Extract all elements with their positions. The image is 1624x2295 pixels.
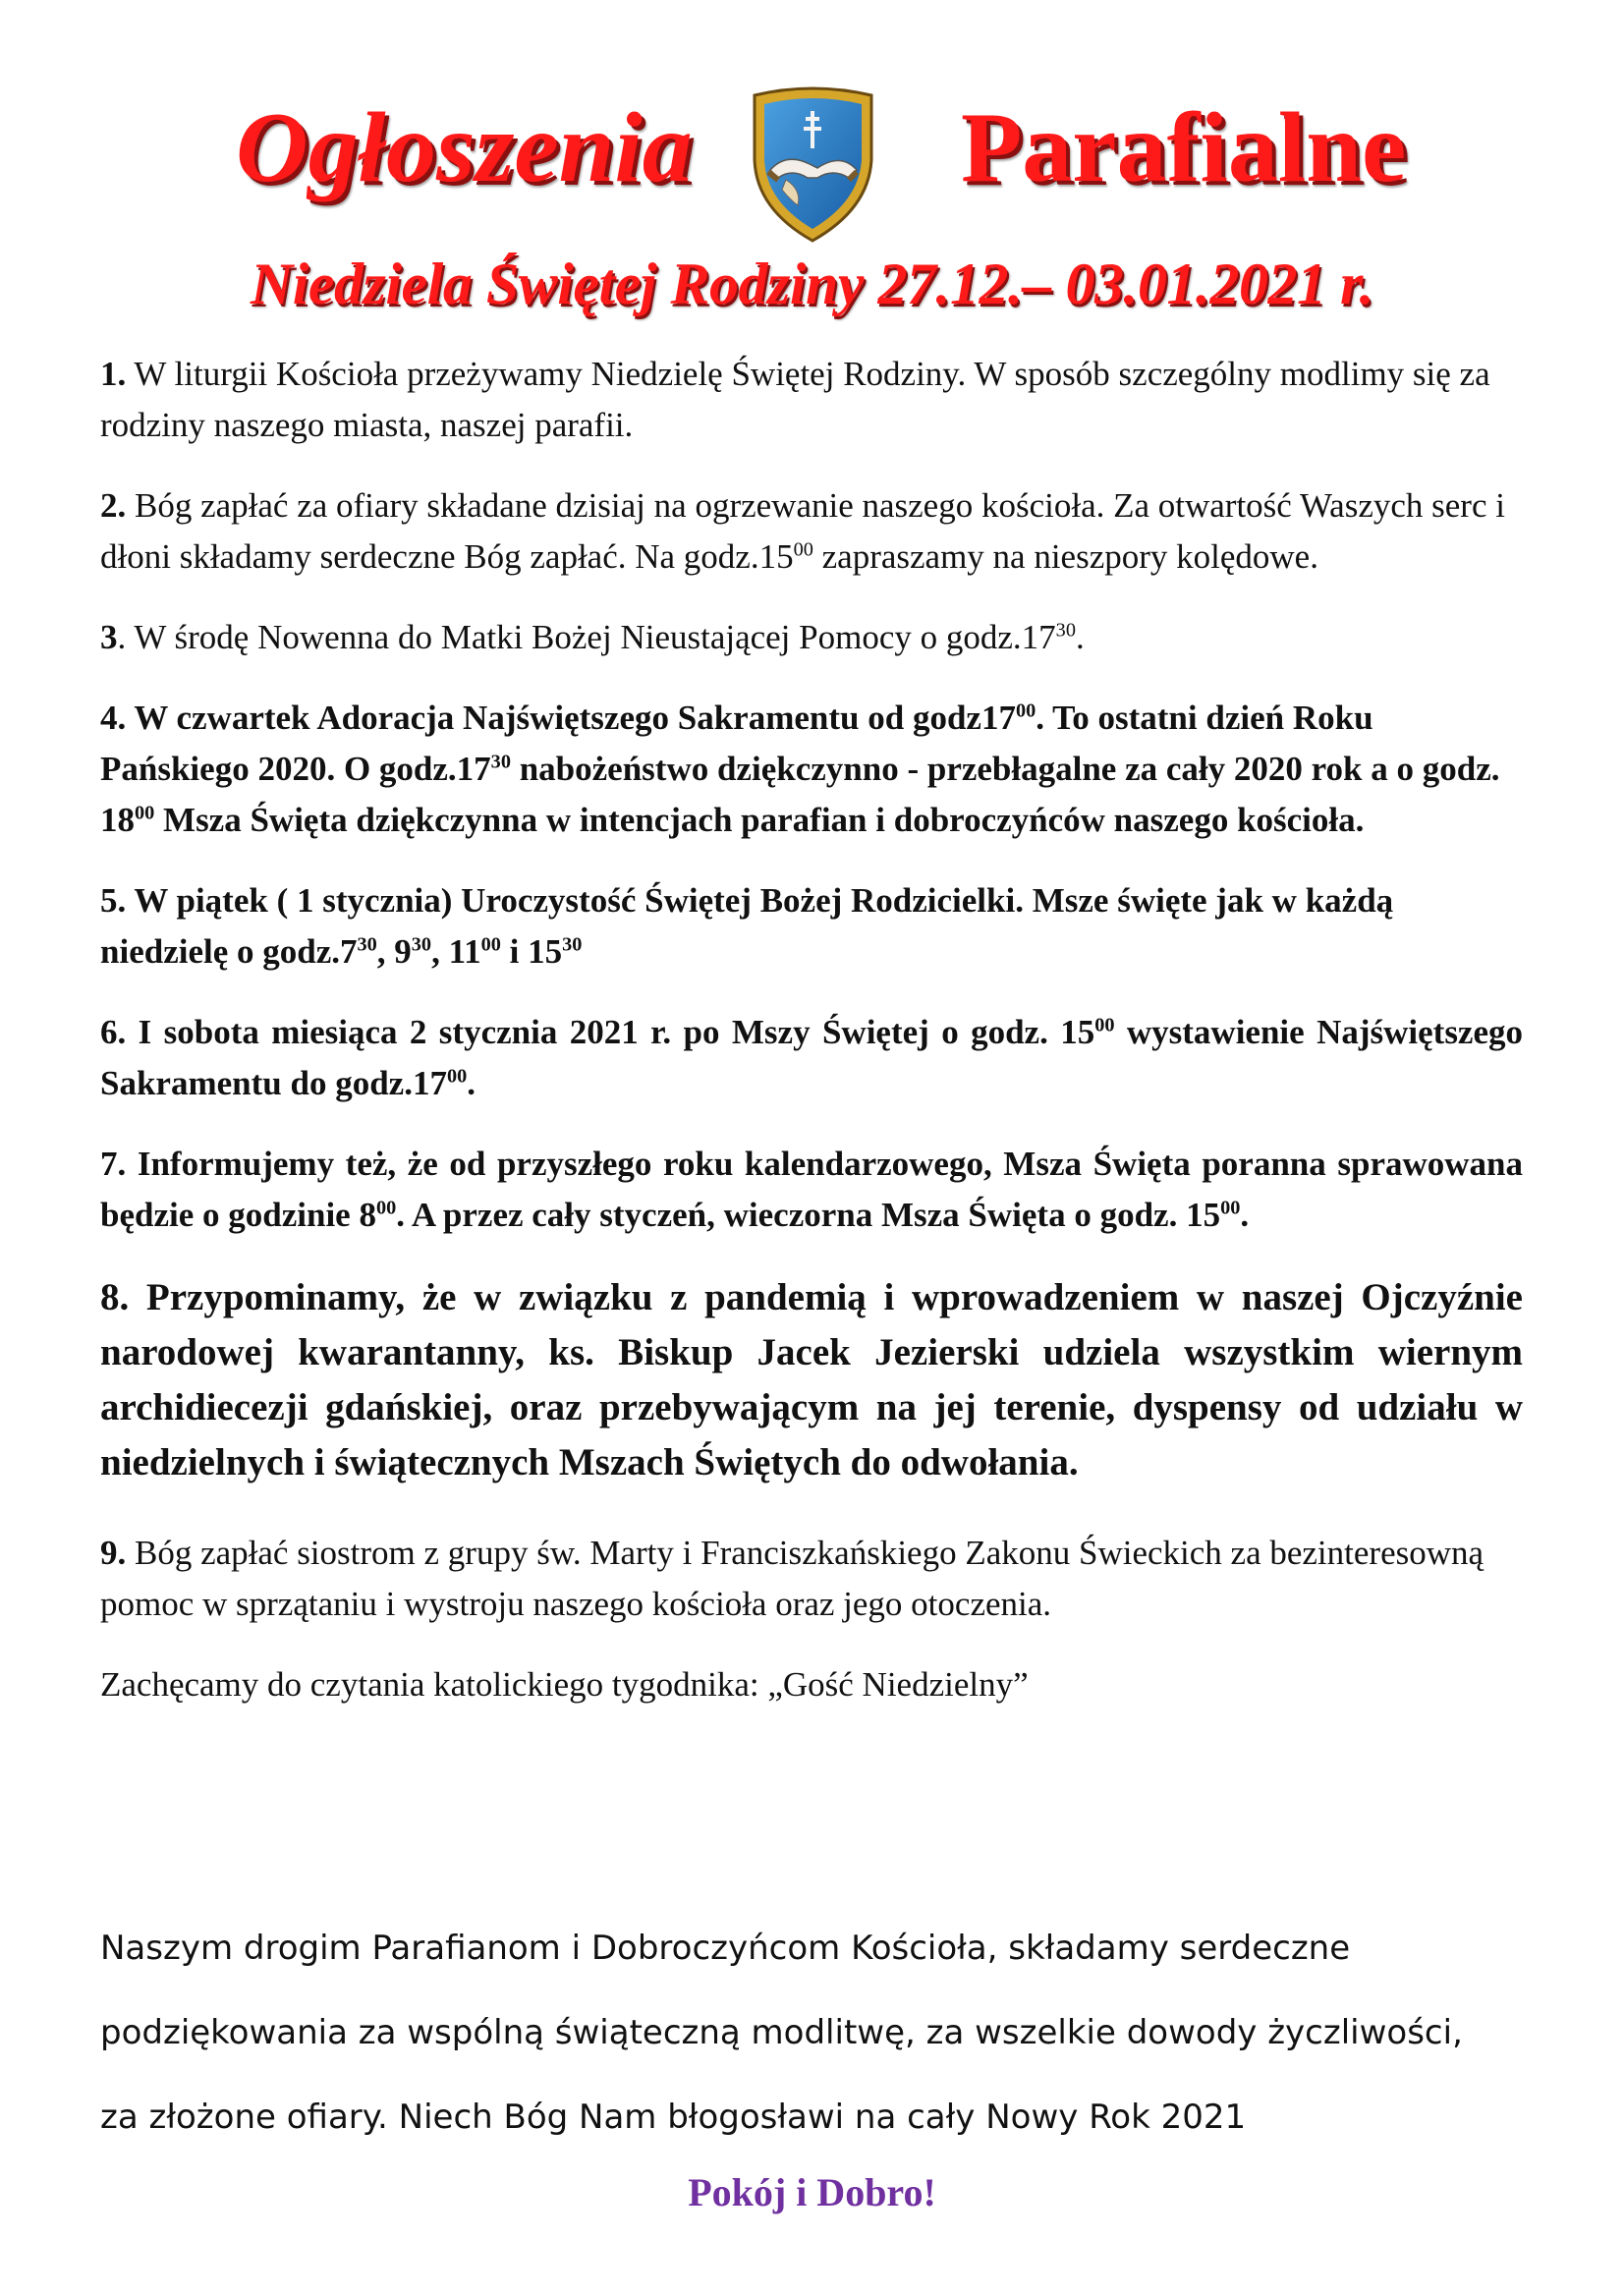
thanks-message [100,1906,1535,2159]
announcement-1: 1. W liturgii Kościoła przeżywamy Niedzielę Świętej Rodziny. W sposób szczególny modlimy się za rodziny naszego miasta, naszej parafii. [100,355,1490,444]
closing-greeting: Pokój i Dobro! [688,2170,936,2214]
announcement-3: 3. W środę Nowenna do Matki Bożej Nieustającej Pomocy o $godz.17^{30}$. [100,618,1085,656]
thanks-line-2: podziękowania za wspólną świąteczną modlitwę, za wszelkie dowody życzliwości, [100,2013,1463,2052]
announcements-list [100,349,1523,1740]
announcement-5: 5. W piątek ( 1 stycznia) Uroczystość Świętej Bożej Rodzicielki. Msze święte jak w każdą niedzielę o $godz.7^{30}$, $9^{30}$, $11^{00}$ i $15^{30}$ [100,881,1394,971]
title-left: Ogłoszenia [236,92,693,203]
thanks-line-1: Naszym drogim Parafianom i Dobroczyńcom Kościoła, składamy serdeczne [100,1929,1351,1968]
page-header [0,93,1624,265]
announcement-9: 9. Bóg zapłać siostrom z grupy św. Marty i Franciszkańskiego Zakonu Świeckich za bezinteresowną pomoc w sprzątaniu i wystroju naszego kościoła oraz jego otoczenia. [100,1534,1484,1623]
parish-coat-of-arms-icon [747,84,879,246]
page-subtitle: Niedziela Świętej Rodziny 27.12.– 03.01.2021 r. [250,252,1374,316]
announcement-4: 4. W czwartek Adoracja Najświętszego Sakramentu od $godz17^{00}$. To ostatni dzień Roku Pańskiego 2020. O $godz.17^{30}$ nabożeństwo dziękczynno - przebłagalne za cały 2020 rok a o godz. $18^{00}$ Msza Święta dziękczynna w intencjach parafian i dobroczyńców naszego kościoła. [100,699,1500,839]
reading-recommendation: Zachęcamy do czytania katolickiego tygodnika: „Gość Niedzielny” [100,1665,1029,1704]
announcement-2: 2. Bóg zapłać za ofiary składane dzisiaj na ogrzewanie naszego kościoła. Za otwartość Waszych serc i dłoni składamy serdeczne Bóg zapłać. Na $godz.15^{00}$ zapraszamy na nieszpory kolędowe. [100,486,1505,576]
announcement-7: 7. Informujemy też, że od przyszłego roku kalendarzowego, Msza Święta poranna sprawowana będzie o godzinie $8^{00}$. A przez cały styczeń, wieczorna Msza Święta o godz. $15^{00}$. [100,1145,1523,1234]
title-right: Parafialne [961,92,1407,203]
thanks-line-3: za złożone ofiary. Niech Bóg Nam błogosławi na cały Nowy Rok 2021 [100,2098,1247,2137]
announcement-6: 6. I sobota miesiąca 2 stycznia 2021 r. po Mszy Świętej o godz. $15^{00}$ wystawienie Najświętszego Sakramentu do $godz.17^{00}$. [100,1013,1524,1102]
announcement-8: 8. Przypominamy, że w związku z pandemią i wprowadzeniem w naszej Ojczyźnie narodowej kwarantanny, ks. Biskup Jacek Jezierski udziela wszystkim wiernym archidiecezji gdańskiej, oraz przebywającym na jej terenie, dyspensy od udziału w niedzielnych i świątecznych Mszach Świętych do odwołania. [100,1276,1523,1483]
